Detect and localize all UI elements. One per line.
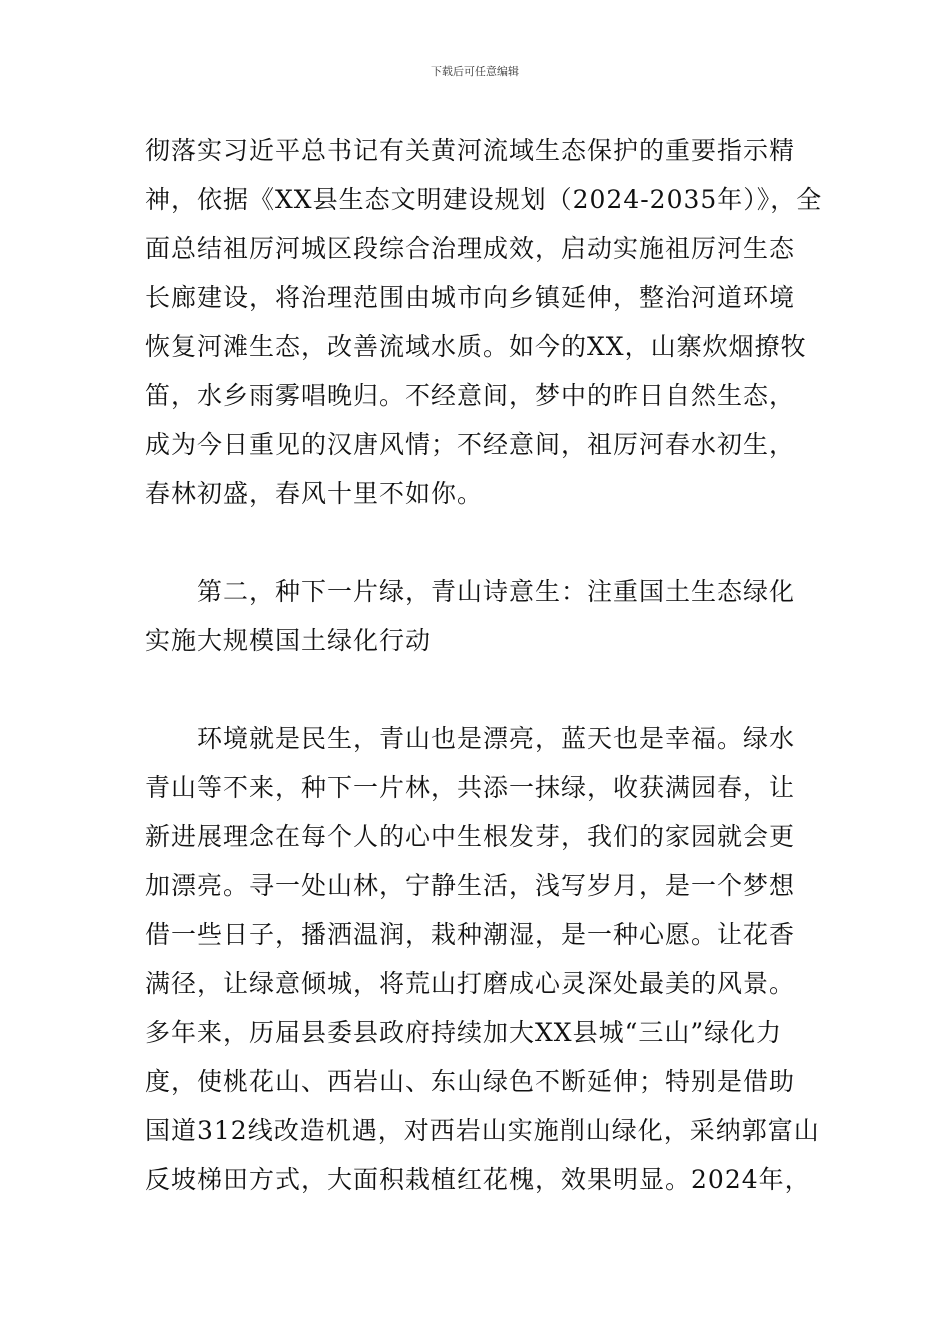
heading-line: 第二，种下一片绿，青山诗意生：注重国土生态绿化 [197,577,796,606]
text-line: 环境就是民生，青山也是漂亮，蓝天也是幸福。绿水 [197,724,796,753]
text-line: 国道312线改造机遇，对西岩山实施削山绿化，采纳郭富山 [145,1116,820,1145]
text-line: 恢复河滩生态，改善流域水质。如今的XX，山寨炊烟撩牧 [145,332,807,361]
text-line: 青山等不来，种下一片林，共添一抹绿，收获满园春，让 [145,773,796,802]
text-line: 度，使桃花山、西岩山、东山绿色不断延伸；特别是借助 [145,1067,796,1096]
text-line: 春林初盛，春风十里不如你。 [145,479,484,508]
text-line: 新进展理念在每个人的心中生根发芽，我们的家园就会更 [145,822,796,851]
text-line: 满径，让绿意倾城，将荒山打磨成心灵深处最美的风景。 [145,969,796,998]
page-header: 下载后可任意编辑 [431,65,519,78]
text-line: 神，依据《XX县生态文明建设规划（2024-2035年）》，全 [145,185,823,214]
text-line: 长廊建设，将治理范围由城市向乡镇延伸，整治河道环境 [145,283,796,312]
text-line: 借一些日子，播洒温润，栽种潮湿，是一种心愿。让花香 [145,920,796,949]
text-line: 加漂亮。寻一处山林，宁静生活，浅写岁月，是一个梦想 [145,871,796,900]
text-line: 成为今日重见的汉唐风情；不经意间，祖厉河春水初生， [145,430,796,459]
section-heading [145,567,810,665]
text-line: 反坡梯田方式，大面积栽植红花槐，效果明显。2024年， [145,1165,811,1194]
text-line: 面总结祖厉河城区段综合治理成效，启动实施祖厉河生态 [145,234,796,263]
text-line: 笛，水乡雨雾唱晚归。不经意间，梦中的昨日自然生态， [145,381,796,410]
paragraph-2 [145,714,820,1204]
heading-line: 实施大规模国土绿化行动 [145,626,432,655]
paragraph-spacer [145,665,810,714]
paragraph-1 [145,126,823,518]
text-line: 彻落实习近平总书记有关黄河流域生态保护的重要指示精 [145,136,796,165]
paragraph-spacer [145,518,810,567]
text-line: 多年来，历届县委县政府持续加大XX县城“三山”绿化力 [145,1018,783,1047]
document-body [145,126,823,1204]
